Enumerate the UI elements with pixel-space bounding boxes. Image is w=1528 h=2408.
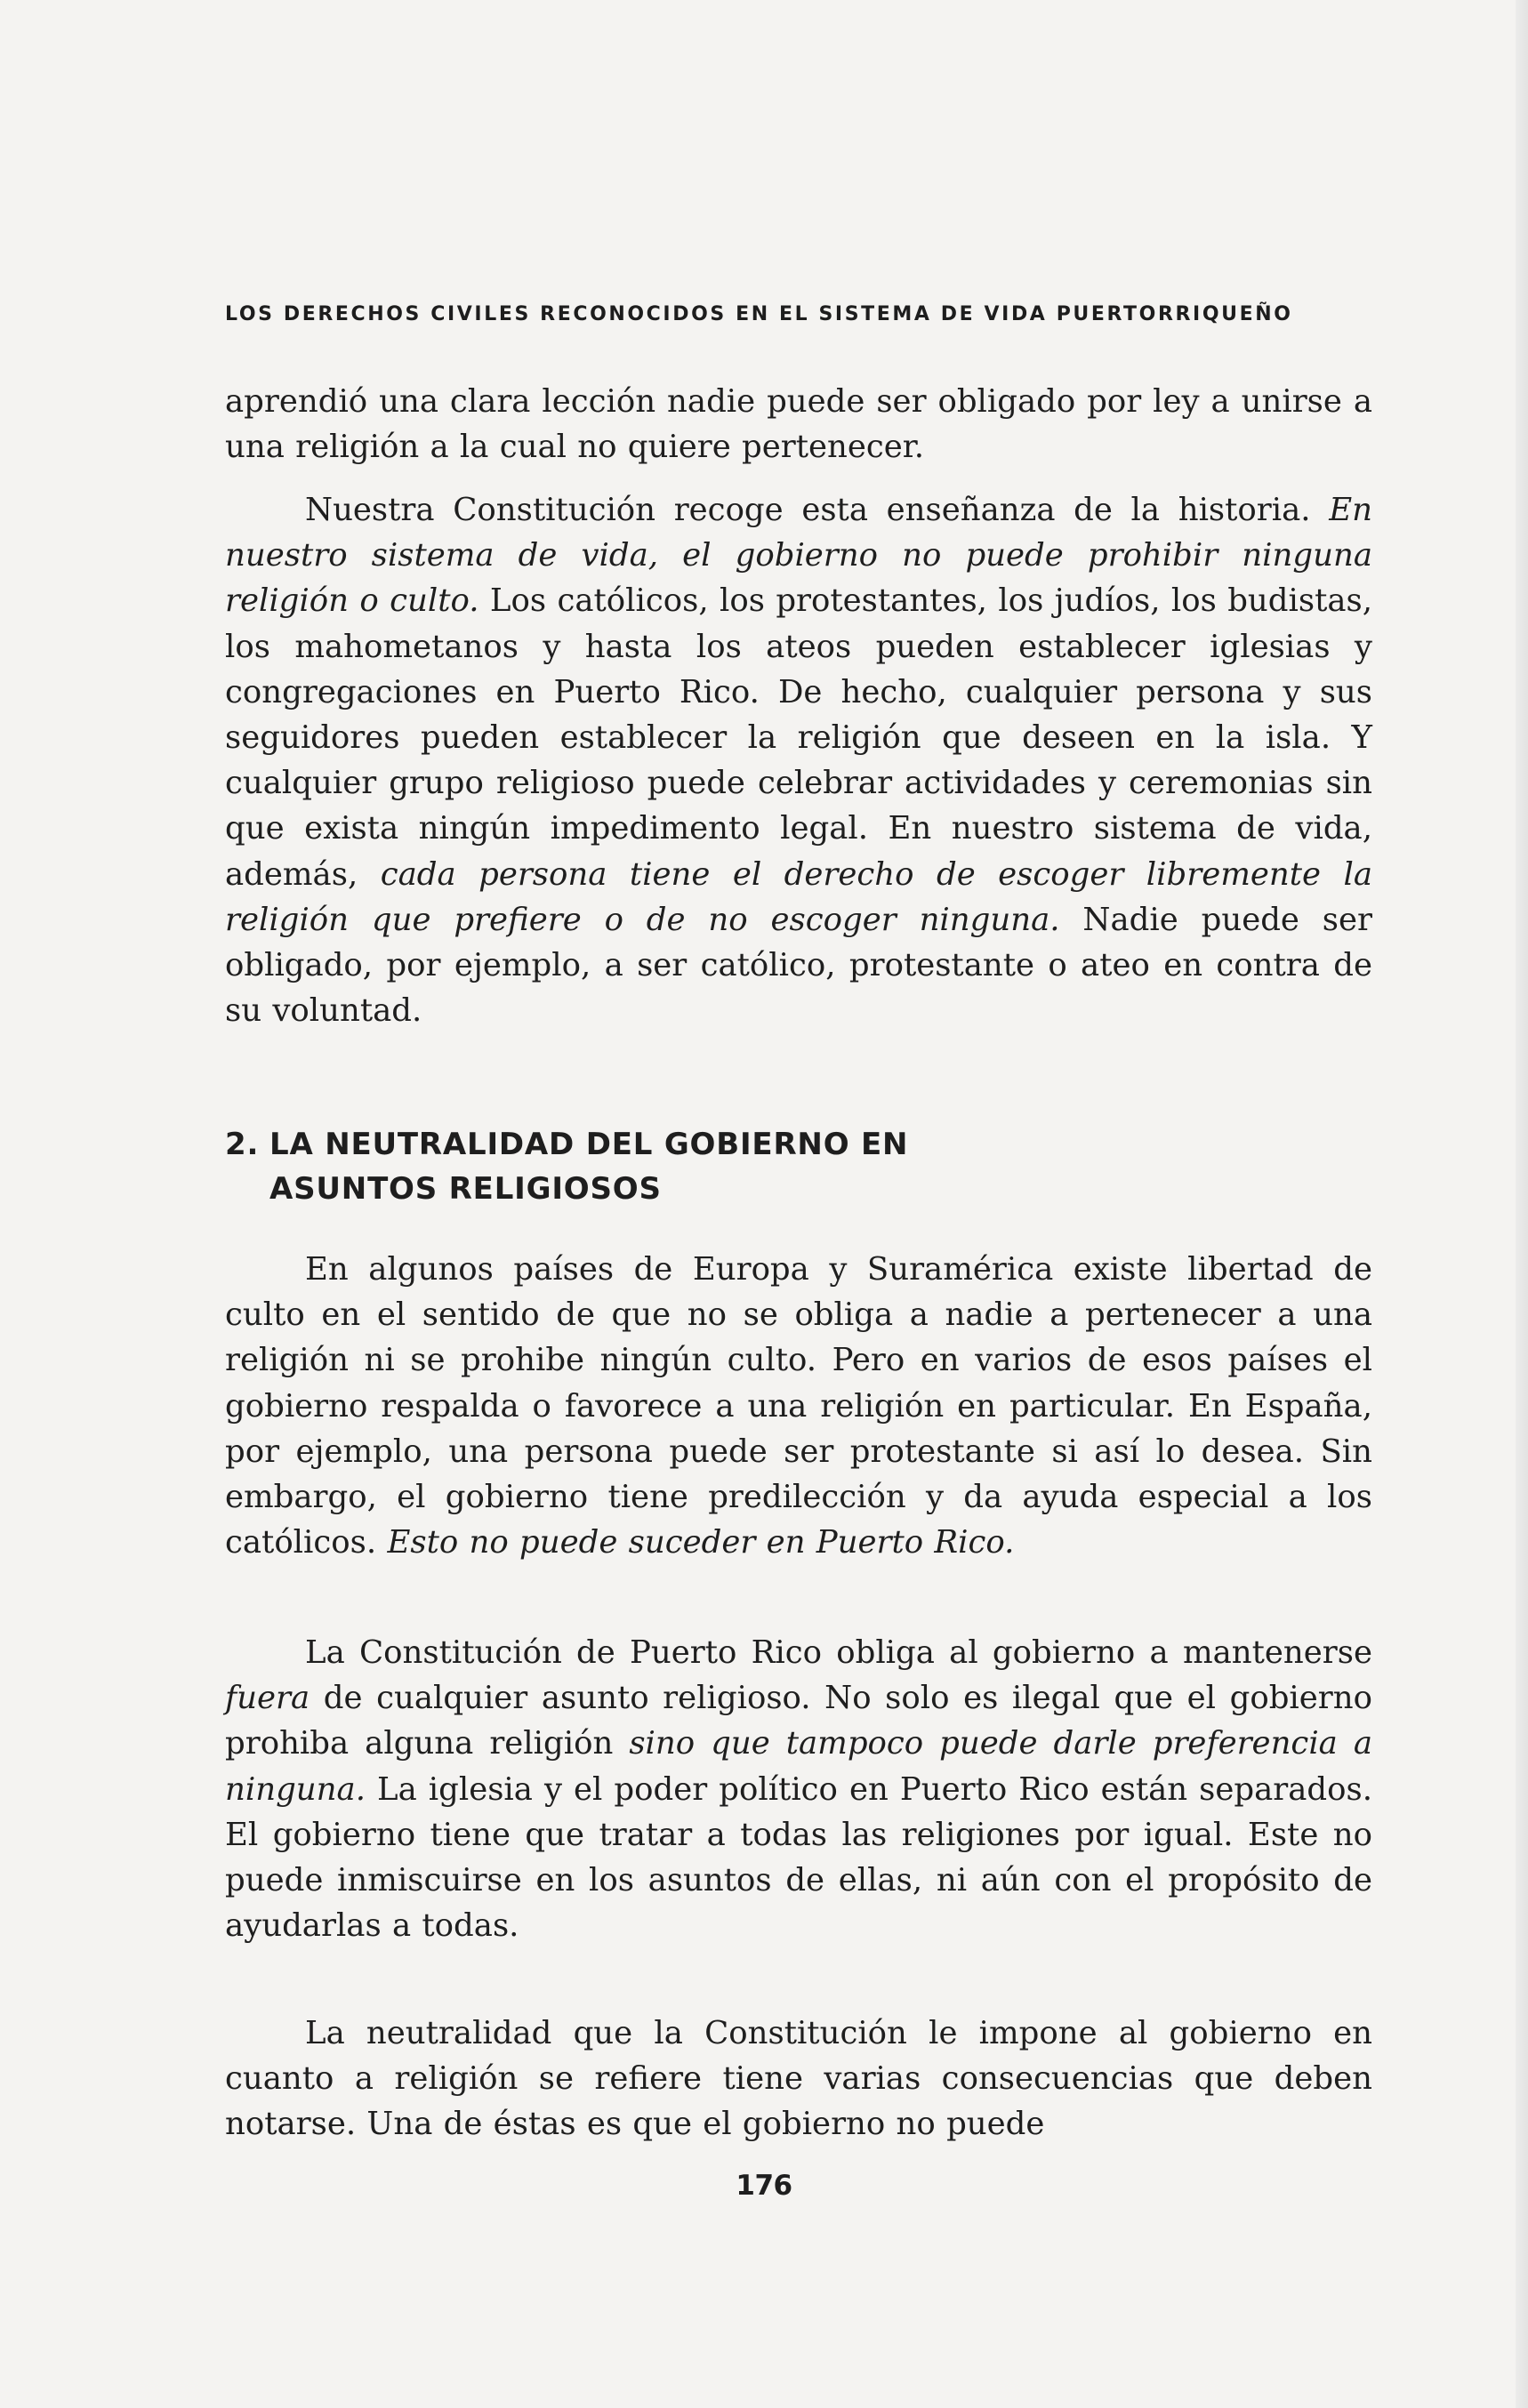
running-head: LOS DERECHOS CIVILES RECONOCIDOS EN EL SISTEMA DE VIDA PUERTORRIQUEÑO (225, 303, 1293, 325)
paragraph-consequences (225, 2011, 1372, 2147)
paragraph-constitution (225, 487, 1372, 1033)
page-edge (1516, 0, 1528, 2408)
page-number: 176 (736, 2170, 792, 2202)
section-title-line1: LA NEUTRALIDAD DEL GOBIERNO EN (269, 1127, 909, 1162)
paragraph-text: La iglesia y el poder político en Puerto Rico están separados. El gobierno tiene que tratar a todas las religiones por igual. Este no puede inmiscuirse en los asuntos de ellas, ni aún con el propósito de ayudarlas a todas. (225, 1770, 1372, 1945)
paragraph-text: La Constitución de Puerto Rico obliga al gobierno a mantenerse (305, 1634, 1372, 1671)
section-number: 2. (225, 1127, 260, 1162)
paragraph-neutrality (225, 1630, 1372, 1948)
italic-emphasis: sino que tampoco puede darle preferencia a ninguna. (225, 1725, 1373, 1808)
paragraph-text: Los católicos, los protestantes, los judíos, los budistas, los mahometanos y hasta los ateos pueden establecer iglesias y congregaciones en Puerto Rico. De hecho, cualquier persona y sus seguidores pueden establecer la religión que deseen en la isla. Y cualquier grupo religioso puede celebrar actividades y ceremonias sin que exista ningún impedimento legal. En nuestro sistema de vida, además, (225, 582, 1373, 893)
paragraph-continuation (225, 379, 1372, 470)
section-heading (225, 1122, 1372, 1211)
paragraph-text: En algunos países de Europa y Suramérica existe libertad de culto en el sentido de que no se obliga a nadie a pertenecer a una religión ni se prohibe ningún culto. Pero en varios de esos países el gobierno respalda o favorece a una religión en particular. En España, por ejemplo, una persona puede ser protestante si así lo desea. Sin embargo, el gobierno tiene predilección y da ayuda especial a los católicos. (225, 1251, 1372, 1561)
paragraph-text: Nadie puede ser obligado, por ejemplo, a ser católico, protestante o ateo en contra de su voluntad. (225, 901, 1373, 1030)
italic-emphasis: En nuestro sistema de vida, el gobierno no puede prohibir ninguna religión o culto. (225, 492, 1372, 620)
paragraph-europe (225, 1247, 1372, 1565)
paragraph-text: La neutralidad que la Constitución le impone al gobierno en cuanto a religión se refiere tiene varias consecuencias que deben notarse. Una de éstas es que el gobierno no puede (225, 2015, 1372, 2143)
italic-emphasis: Esto no puede suceder en Puerto Rico. (387, 1524, 1015, 1561)
italic-emphasis: cada persona tiene el derecho de escoger libremente la religión que prefiere o de no escoger ninguna. (225, 855, 1373, 938)
paragraph-text: aprendió una clara lección nadie puede ser obligado por ley a unirse a una religión a la cual no quiere pertenecer. (225, 383, 1372, 466)
paragraph-text: Nuestra Constitución recoge esta enseñanza de la historia. (305, 492, 1330, 528)
section-title-line2: ASUNTOS RELIGIOSOS (269, 1171, 662, 1207)
italic-emphasis: fuera (225, 1680, 310, 1717)
paragraph-text: de cualquier asunto religioso. No solo es ilegal que el gobierno prohiba alguna religión (225, 1680, 1372, 1762)
